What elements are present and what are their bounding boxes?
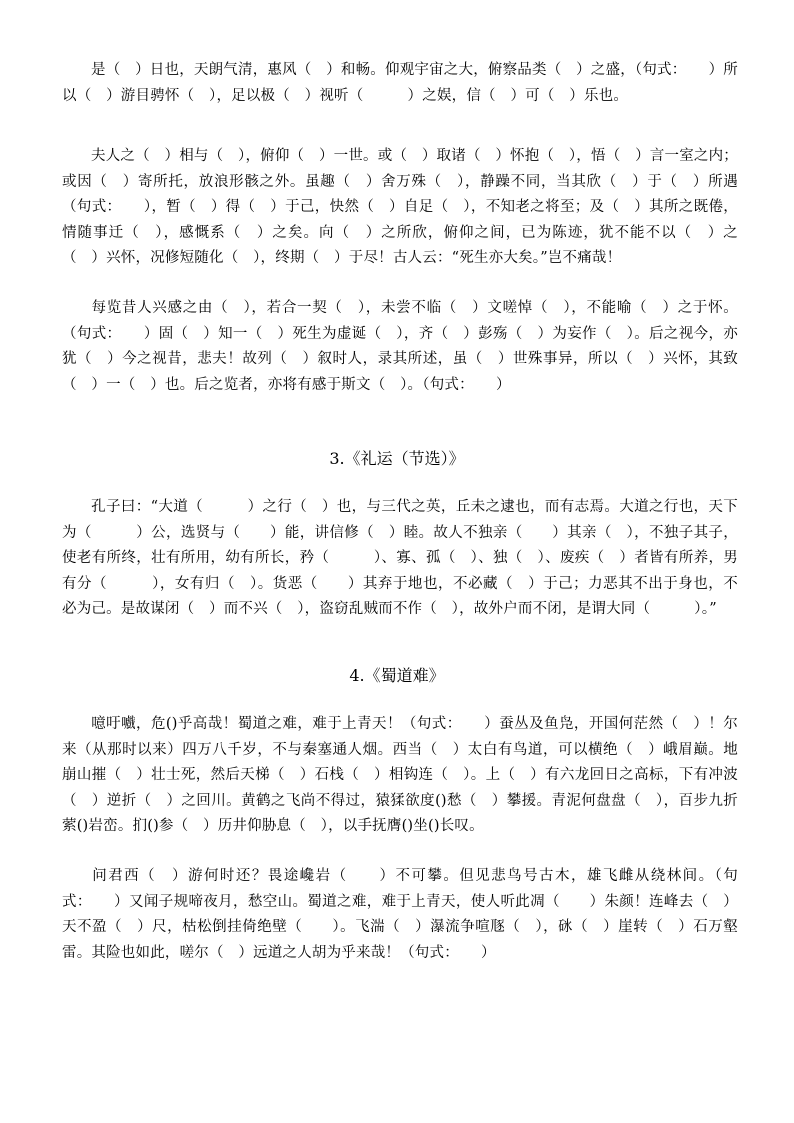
liyun-paragraph	[62, 495, 738, 623]
paragraph-text: 是（ ）日也，天朗气清，惠风（ ）和畅。仰观宇宙之大，俯察品类（ ）之盛，（句式： ）所以（ ）游目骋怀（ ），足以极（ ）视听（ ）之娱，信（ ）可（ ）乐也。	[62, 62, 738, 104]
paragraph-text: 噫吁嚱，危()乎高哉！蜀道之难，难于上青天！（句式： ）蚕丛及鱼凫，开国何茫然（ ）！尔来（从那时以来）四万八千岁，不与秦塞通人烟。西当（ ）太白有鸟道，可以横绝（ ）峨眉巅。地崩山摧（ ）壮士死，然后天梯（ ）石栈（ ）相钩连（ ）。上（ ）有六龙回日之高标，下有冲波（ ）逆折（ ）之回川。黄鹤之飞尚不得过，猿猱欲度()愁（ ）攀援。青泥何盘盘（ ），百步九折萦()岩峦。扪()参（ ）历井仰胁息（ ），以手抚膺()坐()长叹。	[62, 716, 738, 834]
paragraph-text: 夫人之（ ）相与（ ），俯仰（ ）一世。或（ ）取诸（ ）怀抱（ ），悟（ ）言一室之内；或因（ ）寄所托，放浪形骸之外。虽趣（ ）舍万殊（ ），静躁不同，当其欣（ ）于（ ）所遇（句式： ），暂（ ）得（ ）于己，快然（ ）自足（ ），不知老之将至；及（ ）其所之既倦，情随事迁（ ），感慨系（ ）之矣。向（ ）之所欣，俯仰之间，已为陈迹，犹不能不以（ ）之（ ）兴怀，况修短随化（ ），终期（ ）于尽！古人云：“死生亦大矣。”岂不痛哉！	[62, 148, 738, 266]
section-heading-shudaonan: 4.《蜀道难》	[349, 666, 445, 685]
section-heading-liyun: 3.《礼运（节选）》	[329, 449, 465, 468]
lanting-paragraph-1	[62, 58, 738, 109]
lanting-paragraph-3	[62, 296, 738, 398]
paragraph-text: 问君西（ ）游何时还？畏途巉岩（ ）不可攀。但见悲鸟号古木，雄飞雌从绕林间。（句式： ）又闻子规啼夜月，愁空山。蜀道之难，难于上青天，使人听此凋（ ）朱颜！连峰去（ ）天不盈（ ）尺，枯松倒挂倚绝壁（ ）。飞湍（ ）瀑流争喧豗（ ），砯（ ）崖转（ ）石万壑雷。其险也如此，嗟尔（ ）远道之人胡为乎来哉！（句式： ）	[62, 868, 738, 961]
shudao-paragraph-2	[62, 864, 738, 966]
lanting-paragraph-2	[62, 144, 738, 272]
shudao-paragraph-1	[62, 712, 738, 840]
paragraph-text: 孔子曰：“大道（ ）之行（ ）也，与三代之英，丘未之逮也，而有志焉。大道之行也，天下为（ ）公，选贤与（ ）能，讲信修（ ）睦。故人不独亲（ ）其亲（ ），不独子其子，使老有所终，壮有所用，幼有所长，矜（ ）、寡、孤（ ）、独（ ）、废疾（ ）者皆有所养，男有分（ ），女有归（ ）。货恶（ ）其弃于地也，不必藏（ ）于己；力恶其不出于身也，不必为己。是故谋闭（ ）而不兴（ ），盗窃乱贼而不作（ ），故外户而不闭，是谓大同（ ）。”	[62, 499, 738, 617]
paragraph-text: 每览昔人兴感之由（ ），若合一契（ ），未尝不临（ ）文嗟悼（ ），不能喻（ ）之于怀。（句式： ）固（ ）知一（ ）死生为虚诞（ ），齐（ ）彭殇（ ）为妄作（ ）。后之视今，亦犹（ ）今之视昔，悲夫！故列（ ）叙时人，录其所述，虽（ ）世殊事异，所以（ ）兴怀，其致（ ）一（ ）也。后之览者，亦将有感于斯文（ ）。（句式： ）	[62, 300, 738, 393]
